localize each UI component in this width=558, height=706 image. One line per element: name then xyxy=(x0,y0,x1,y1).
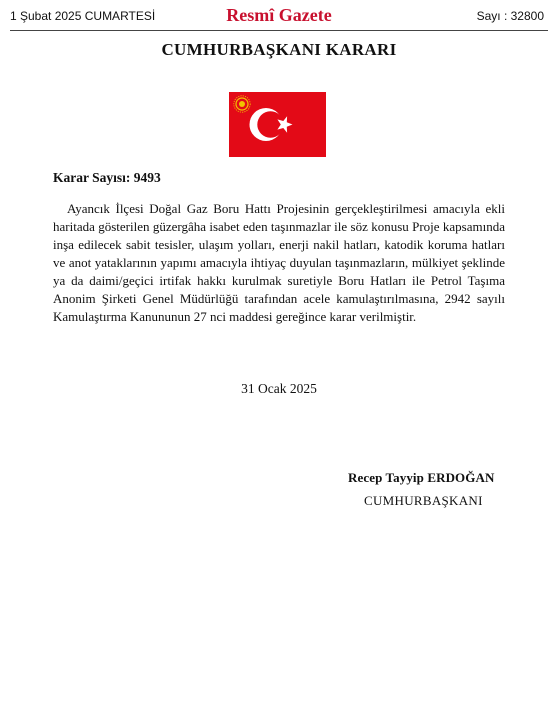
gazette-header xyxy=(0,0,558,32)
signatory-title: CUMHURBAŞKANI xyxy=(364,493,483,508)
turkish-flag-icon xyxy=(229,92,326,157)
decision-number: Karar Sayısı: 9493 xyxy=(53,170,161,185)
issue-date: 1 Şubat 2025 CUMARTESİ xyxy=(10,9,156,23)
signatory-name: Recep Tayyip ERDOĞAN xyxy=(348,470,495,485)
page-title: CUMHURBAŞKANI KARARI xyxy=(161,40,397,59)
gazette-name: Resmî Gazete xyxy=(226,5,332,25)
decision-body: Ayancık İlçesi Doğal Gaz Boru Hattı Projesinin gerçekleştirilmesi amacıyla ekli haritada gösterilen güzergâha isabet eden taşınmazlar ile söz konusu Proje kapsamında inşa edilecek sabit tesisler, ulaşım yolları, enerji nakil hatları, katodik koruma hatları ve anot yataklarının yapımı amacıyla ihtiyaç duyulan taşınmazların, mülkiyet şeklinde ya da daimi/geçici irtifak hakkı kurulmak suretiyle Boru Hatları ile Petrol Taşıma Anonim Şirketi Genel Müdürlüğü tarafından acele kamulaştırılmasına, 2942 sayılı Kamulaştırma Kanununun 27 nci maddesi gereğince karar verilmiştir. xyxy=(53,201,505,324)
header-divider xyxy=(10,30,548,31)
issue-number: Sayı : 32800 xyxy=(476,9,544,23)
decision-date: 31 Ocak 2025 xyxy=(241,381,317,396)
